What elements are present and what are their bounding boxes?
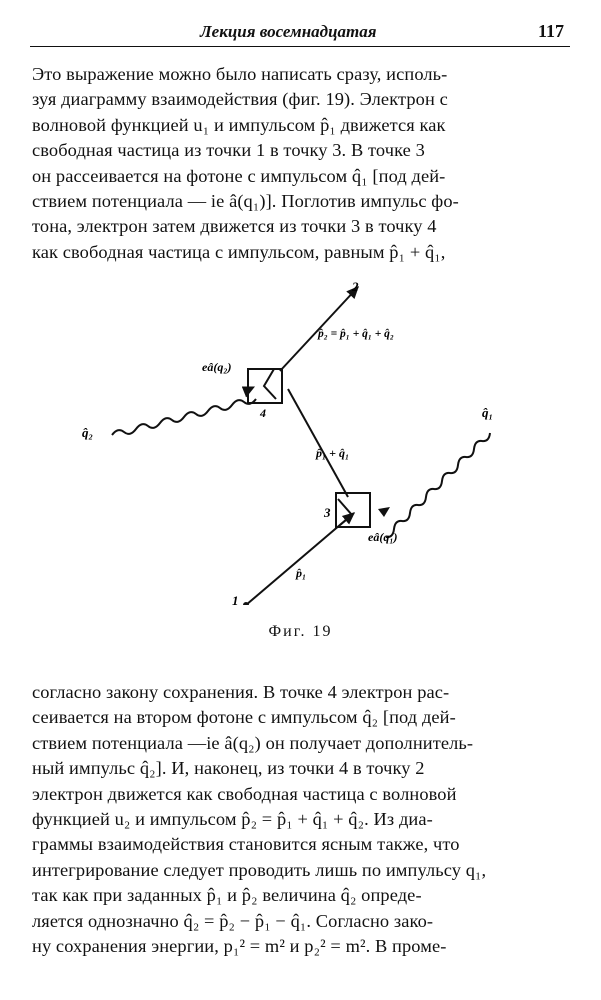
paragraph-1	[32, 62, 556, 265]
vertex-4-arrowhead	[264, 369, 276, 399]
label-point-4: 4	[260, 406, 266, 420]
text-line: он рассеивается на фотоне с импульсом q̂₁ [под дей-	[32, 165, 446, 186]
photon-q1-wavy-line	[386, 433, 490, 537]
label-point-1: 1	[232, 593, 239, 605]
text-line: ну сохранения энергии, p₁² = m² и p₂² = m². В проме-	[32, 935, 447, 956]
text-line: граммы взаимодействия становится ясным также, что	[32, 834, 460, 855]
label-point-3: 3	[324, 505, 331, 520]
label-momentum-p1-q1: p̂₁ + q̂₁	[316, 446, 350, 460]
paragraph-2	[32, 680, 556, 959]
text-line: зуя диаграмму взаимодействия (фиг. 19). Электрон с	[32, 89, 448, 110]
text-line: ляется однозначно q̂₂ = p̂₂ − p̂₁ − q̂₁. Согласно зако-	[32, 910, 434, 931]
text-line: ствием потенциала — ie â(q₁)]. Поглотив импульс фо-	[32, 190, 459, 211]
photon-q2-wavy-line	[112, 399, 256, 435]
text-line: интегрирование следует проводить лишь по импульсу q₁,	[32, 859, 487, 880]
label-photon-q1: q̂₁	[482, 405, 494, 420]
label-momentum-p2: p̂₂ = p̂₁ + q̂₁ + q̂₂	[318, 328, 394, 340]
label-vertex-3-potential: eâ(q₁)	[368, 530, 398, 544]
running-title: Лекция восемнадцатая	[200, 22, 377, 41]
text-line: согласно закону сохранения. В точке 4 электрон рас-	[32, 682, 450, 702]
text-line: волновой функцией u₁ и импульсом p̂₁ движется как	[32, 114, 446, 135]
label-vertex-4-potential: eâ(q₂)	[202, 360, 232, 374]
electron-line-p1-q1	[288, 389, 348, 497]
label-photon-q2: q̂₂	[82, 425, 94, 440]
photon-q1-arrowhead	[378, 507, 390, 517]
label-momentum-p1: p̂₁	[296, 566, 307, 580]
text-line: так как при заданных p̂₁ и p̂₂ величина q̂₂ опреде-	[32, 885, 422, 906]
text-line: тона, электрон затем движется из точки 3 в точку 4	[32, 216, 437, 237]
feynman-diagram	[70, 275, 540, 605]
text-line: Это выражение можно было написать сразу, исполь-	[32, 64, 448, 84]
text-line: ный импульс q̂₂]. И, наконец, из точки 4 в точку 2	[32, 758, 425, 779]
text-line: электрон движется как свободная частица с волновой	[32, 783, 457, 804]
page-number: 117	[537, 21, 564, 41]
text-line: свободная частица из точки 1 в точку 3. В точке 3	[32, 140, 425, 161]
text-line: как свободная частица с импульсом, равным p̂₁ + q̂₁,	[32, 241, 446, 262]
text-line: функцией u₂ и импульсом p̂₂ = p̂₁ + q̂₁ + q̂₂. Из диа-	[32, 808, 433, 829]
label-point-2: 2	[352, 279, 359, 294]
page-header	[30, 20, 570, 47]
text-line: сеивается на втором фотоне с импульсом q̂₂ [под дей-	[32, 707, 456, 728]
figure-caption: Фиг. 19	[268, 623, 333, 640]
vertex-3-box	[336, 493, 370, 527]
text-line: ствием потенциала —ie â(q₂) он получает дополнитель-	[32, 732, 474, 753]
vertex-3-arrowhead	[338, 499, 352, 525]
